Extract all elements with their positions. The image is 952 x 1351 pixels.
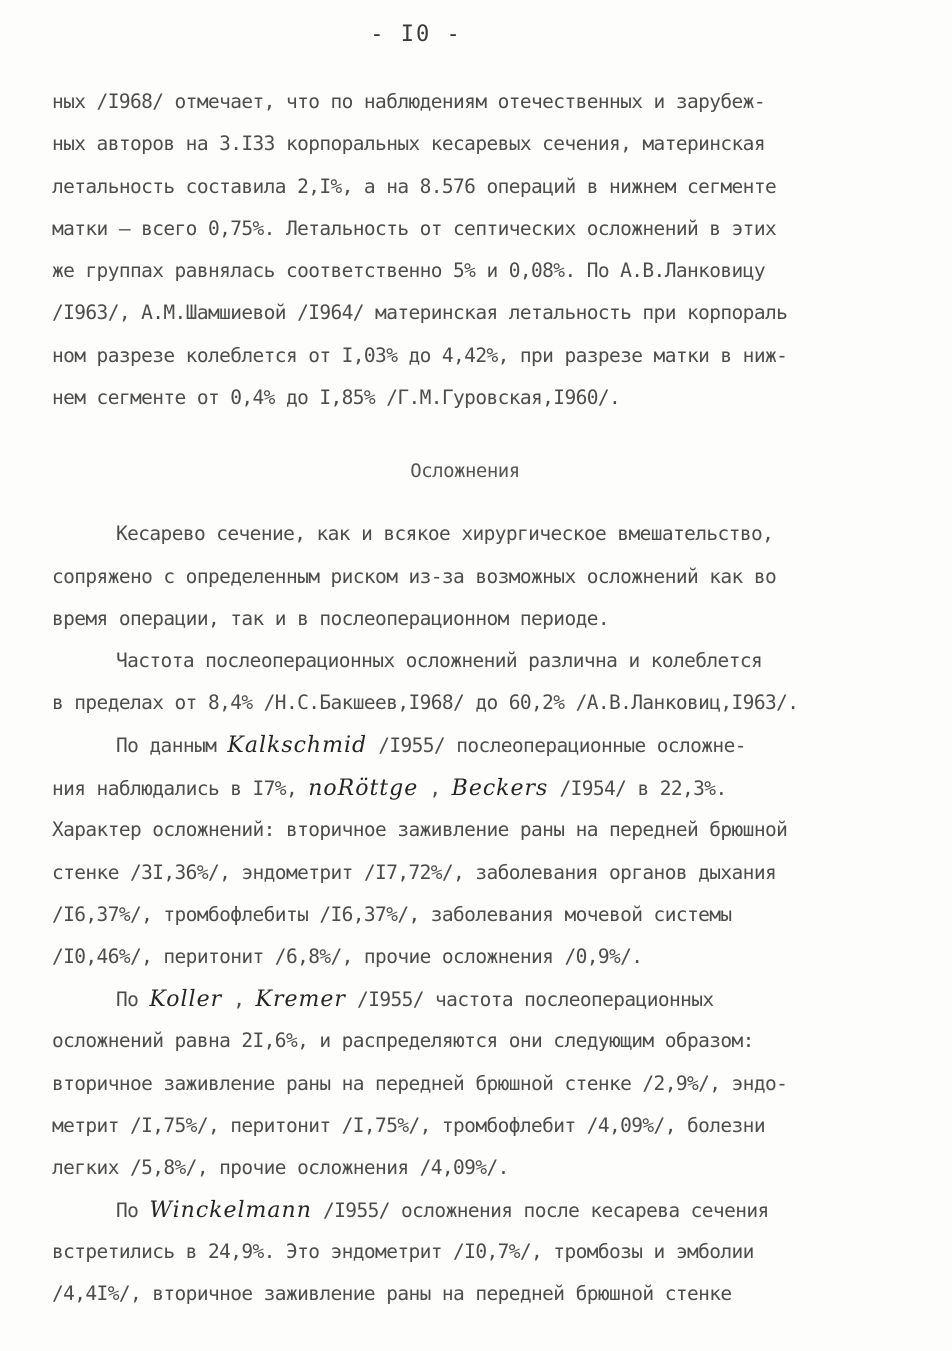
text-line: метрит /I,75%/, перитонит /I,75%/, тромбофлебит /4,09%/, болезни [52,1114,765,1137]
text-line: Характер осложнений: вторичное заживление раны на передней брюшной [52,818,788,841]
text-line: летальность составила 2,I%, а на 8.576 операций в нижнем сегменте [52,175,777,198]
text-line: встретились в 24,9%. Это эндометрит /I0,7%/, тромбозы и эмболии [52,1240,754,1263]
text-line: легких /5,8%/, прочие осложнения /4,09%/. [52,1156,509,1179]
handwritten-name: Koller [149,987,223,1012]
text-line: Кесарево сечение, как и всякое хирургическое вмешательство, [116,522,774,545]
handwritten-name: Winckelmann [149,1198,312,1223]
handwritten-name: Röttge [337,776,419,801]
text-run: По [116,1199,150,1222]
handwritten-name: по [308,776,338,801]
text-line [116,1198,952,1223]
text-run: /I954/ в 22,3%. [548,777,727,800]
handwritten-name: Kalkschmid [227,733,368,758]
page-number: - I0 - [370,22,462,47]
text-line: вторичное заживление раны на передней брюшной стенке /2,9%/, эндо- [52,1072,788,1095]
text-line: нем сегменте от 0,4% до I,85% /Г.М.Гуровская,I960/. [52,386,621,409]
text-line: /4,4I%/, вторичное заживление раны на передней брюшной стенке [52,1282,732,1305]
text-line [52,776,912,801]
text-line: ных /I968/ отмечает, что по наблюдениям отечественных и зарубеж- [52,90,765,113]
text-run: По [116,988,150,1011]
text-line: же группах равнялась соответственно 5% и 0,08%. По А.В.Ланковицу [52,259,765,282]
text-run: /I955/ послеоперационные осложне- [367,734,746,757]
text-line: ных авторов на 3.I33 корпоральных кесаревых сечения, материнская [52,132,765,155]
text-line: /I0,46%/, перитонит /6,8%/, прочие осложнения /0,9%/. [52,945,643,968]
text-line: сопряжено с определенным риском из-за возможных осложнений как во [52,565,777,588]
text-line: ном разрезе колеблется от I,03% до 4,42%, при разрезе матки в ниж- [52,344,788,367]
text-run: , [222,988,256,1011]
handwritten-name: Beckers [451,776,549,801]
text-run: ния наблюдались в I7%, [52,777,309,800]
text-run: , [418,777,452,800]
text-line: матки – всего 0,75%. Летальность от септических осложнений в этих [52,217,777,240]
text-line [116,733,952,758]
text-line: время операции, так и в послеоперационном периоде. [52,607,609,630]
handwritten-name: Kremer [255,987,346,1012]
text-line: Частота послеоперационных осложнений различна и колеблется [116,649,763,672]
text-line: осложнений равна 2I,6%, и распределяются они следующим образом: [52,1029,754,1052]
text-line: стенке /3I,36%/, эндометрит /I7,72%/, заболевания органов дыхания [52,861,777,884]
text-run: /I955/ частота послеоперационных [345,988,714,1011]
text-line: в пределах от 8,4% /Н.С.Бакшеев,I968/ до 60,2% /А.В.Ланковиц,I963/. [52,691,799,714]
text-line [116,987,952,1012]
text-line: /I963/, А.М.Шамшиевой /I964/ материнская летальность при корпораль [52,301,788,324]
section-heading: Осложнения [410,460,520,482]
text-line: /I6,37%/, тромбофлебиты /I6,37%/, заболевания мочевой системы [52,903,732,926]
text-run: По данным [116,734,228,757]
text-run: /I955/ осложнения после кесарева сечения [311,1199,769,1222]
